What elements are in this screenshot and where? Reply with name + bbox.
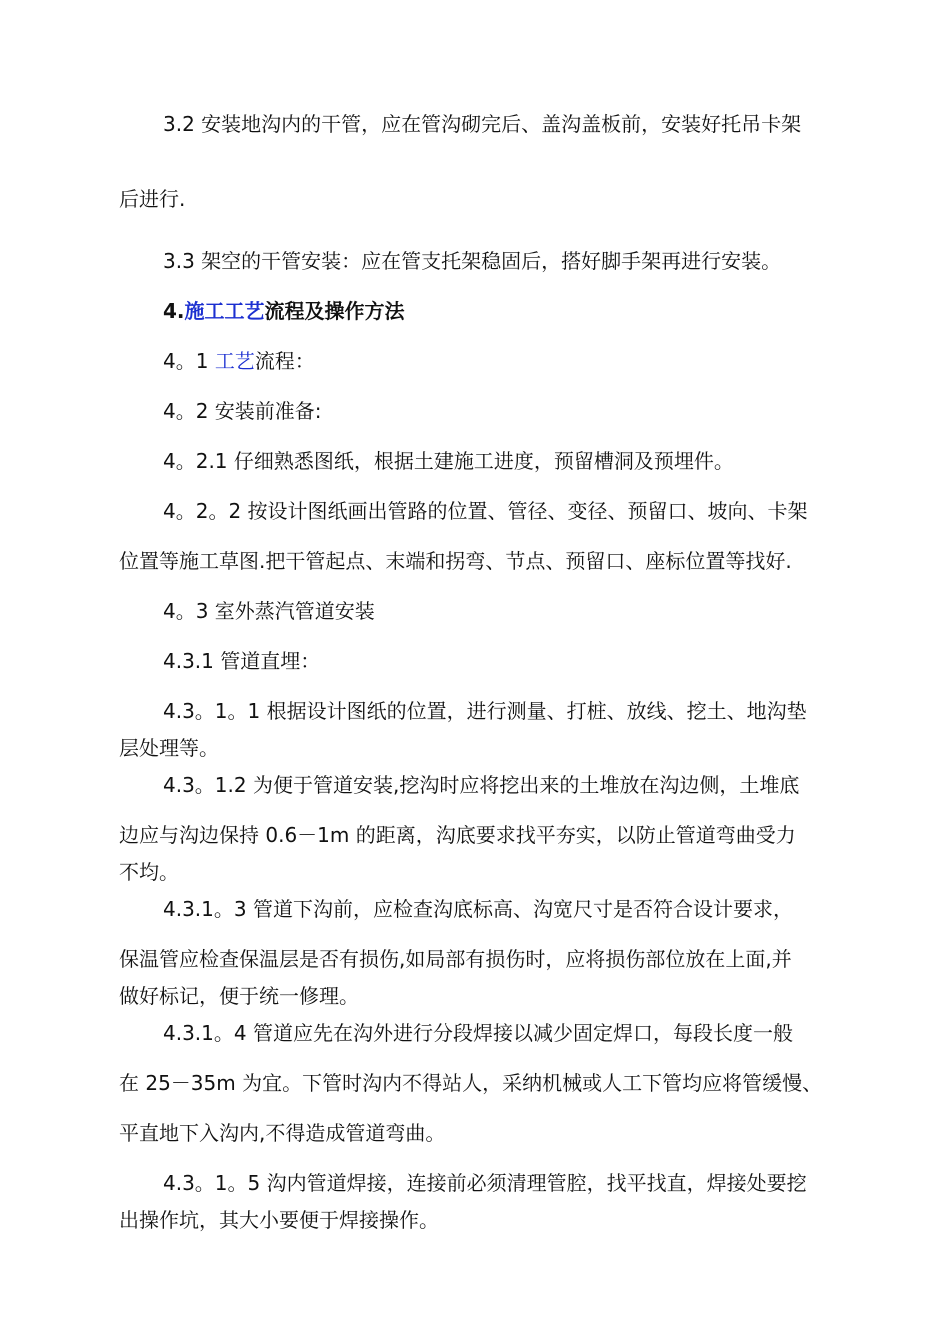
section-4-3-1-1-line-2: 层处理等。 xyxy=(119,736,219,760)
section-4-3-1-4-line-3: 平直地下入沟内,不得造成管道弯曲。 xyxy=(119,1121,446,1145)
section-4-heading-rest: 流程及操作方法 xyxy=(264,299,405,323)
section-4-1-rest: 流程： xyxy=(254,349,315,373)
para-3-2-line-2: 后进行. xyxy=(119,187,186,211)
section-4-3-1-3-line-3: 做好标记，便于统一修理。 xyxy=(119,984,359,1008)
section-4-number: 4. xyxy=(163,299,185,323)
section-4-3: 4。3 室外蒸汽管道安装 xyxy=(163,599,375,623)
section-4-3-1: 4.3.1 管道直埋： xyxy=(163,649,321,673)
section-4-3-1-2-line-3: 不均。 xyxy=(119,860,179,884)
section-4-1-prefix: 4。1 xyxy=(163,349,215,373)
section-4-3-1-5-line-1: 4.3。1。5 沟内管道焊接，连接前必须清理管腔，找平找直，焊接处要挖 xyxy=(163,1171,807,1195)
process-link[interactable]: 工艺 xyxy=(214,349,255,373)
para-3-3: 3.3 架空的干管安装：应在管支托架稳固后，搭好脚手架再进行安装。 xyxy=(163,249,782,273)
section-4-3-1-4-line-2: 在 25－35m 为宜。下管时沟内不得站人，采纳机械或人工下管均应将管缓慢、 xyxy=(119,1071,823,1095)
para-3-2-line-1: 3.2 安装地沟内的干管，应在管沟砌完后、盖沟盖板前，安装好托吊卡架 xyxy=(163,112,802,136)
section-4-2-2-line-2: 位置等施工草图.把干管起点、末端和拐弯、节点、预留口、座标位置等找好. xyxy=(119,549,792,573)
section-4-3-1-3-line-2: 保温管应检查保温层是否有损伤,如局部有损伤时，应将损伤部位放在上面,并 xyxy=(119,947,792,971)
section-4-3-1-2-line-2: 边应与沟边保持 0.6－1m 的距离，沟底要求找平夯实，以防止管道弯曲受力 xyxy=(119,823,796,847)
section-4-2: 4。2 安装前准备: xyxy=(163,399,322,423)
section-4-1 xyxy=(163,348,315,374)
section-4-3-1-5-line-2: 出操作坑，其大小要便于焊接操作。 xyxy=(119,1208,439,1232)
section-4-3-1-3-line-1: 4.3.1。3 管道下沟前，应检查沟底标高、沟宽尺寸是否符合设计要求， xyxy=(163,897,793,921)
section-4-3-1-1-line-1: 4.3。1。1 根据设计图纸的位置，进行测量、打桩、放线、挖土、地沟垫 xyxy=(163,699,807,723)
section-4-2-2-line-1: 4。2。2 按设计图纸画出管路的位置、管径、变径、预留口、坡向、卡架 xyxy=(163,499,808,523)
section-4-3-1-2-line-1: 4.3。1.2 为便于管道安装,挖沟时应将挖出来的土堆放在沟边侧，土堆底 xyxy=(163,773,800,797)
section-4-heading xyxy=(163,298,405,324)
construction-process-link[interactable]: 施工工艺 xyxy=(184,299,265,323)
section-4-3-1-4-line-1: 4.3.1。4 管道应先在沟外进行分段焊接以减少固定焊口，每段长度一般 xyxy=(163,1021,793,1045)
section-4-2-1: 4。2.1 仔细熟悉图纸，根据土建施工进度，预留槽洞及预埋件。 xyxy=(163,449,734,473)
